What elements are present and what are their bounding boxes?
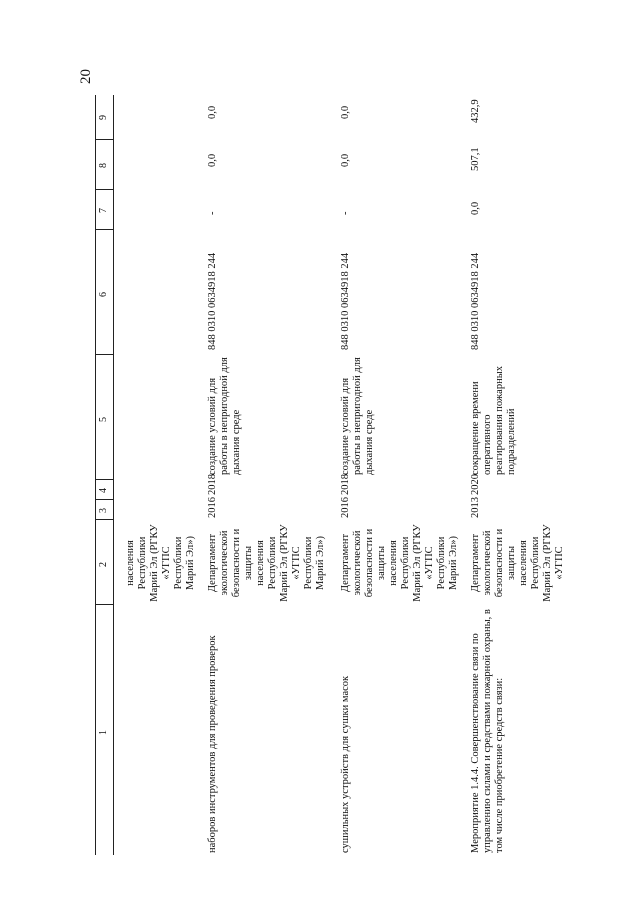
row0-executor: населения Республики Марий Эл (РГКУ «УГПС Республики Марий Эл»)	[125, 524, 196, 602]
header-bottom-border	[113, 95, 114, 855]
row3-col8: 507,1	[470, 147, 481, 171]
col-divider	[95, 139, 113, 140]
row3-executor: Департамент экологической безопасности и защиты населения Республики Марий Эл (РГКУ «УГПС	[470, 524, 565, 602]
row1-col9: 0,0	[207, 105, 218, 119]
col-divider	[95, 479, 113, 480]
row3-code: 848 0310 0634918 244	[470, 252, 481, 350]
column-header-1: 1	[98, 730, 109, 735]
row1-result: создание условий для работы в непригодной для дыхания среде	[207, 357, 242, 475]
row2-executor: Департамент экологической безопасности и защиты населения Республики Марий Эл (РГКУ «УГПС Республики Марий Эл»)	[340, 524, 459, 602]
table-top-border	[95, 95, 96, 855]
column-header-9: 9	[98, 115, 109, 120]
row2-start: 2016	[340, 497, 351, 518]
column-header-5: 5	[98, 417, 109, 422]
row1-activity: наборов инструментов для проведения проверок	[207, 635, 218, 853]
row1-col8: 0,0	[207, 153, 218, 167]
row1-code: 848 0310 0634918 244	[207, 252, 218, 350]
row2-col9: 0,0	[340, 105, 351, 119]
row3-activity: Мероприятие 1.4.4. Совершенствование связи по управлению силами и средствами пожарной охраны, в том числе приобретение средств связи:	[470, 609, 505, 853]
row2-result: создание условий для работы в непригодной для дыхания среде	[340, 357, 375, 475]
row1-col7: -	[207, 211, 218, 215]
column-header-3: 3	[98, 508, 109, 513]
col-divider	[95, 604, 113, 605]
row2-col7: -	[340, 211, 351, 215]
column-header-7: 7	[98, 208, 109, 213]
row2-col8: 0,0	[340, 153, 351, 167]
row3-col7: 0,0	[470, 201, 481, 215]
rotated-table	[95, 95, 640, 855]
row2-code: 848 0310 0634918 244	[340, 252, 351, 350]
row1-executor: Департамент экологической безопасности и защиты населения Республики Марий Эл (РГКУ «УГПС Республики Марий Эл»)	[207, 524, 326, 602]
row1-start: 2016	[207, 497, 218, 518]
column-header-2: 2	[98, 562, 109, 567]
col-divider	[95, 189, 113, 190]
col-divider	[95, 519, 113, 520]
row3-start: 2013	[470, 497, 481, 518]
column-header-8: 8	[98, 163, 109, 168]
row3-result: сокращение времени оперативного реагирования пожарных подразделений	[470, 366, 517, 475]
page-number: 20	[78, 69, 94, 84]
column-header-6: 6	[98, 292, 109, 297]
row3-col9: 432,9	[470, 99, 481, 123]
row3-end: 2020	[470, 474, 481, 495]
column-header-4: 4	[98, 488, 109, 493]
col-divider	[95, 354, 113, 355]
row1-end: 2018	[207, 474, 218, 495]
col-divider	[95, 499, 113, 500]
col-divider	[95, 229, 113, 230]
row2-activity: сушильных устройств для сушки масок	[340, 675, 351, 853]
row2-end: 2018	[340, 474, 351, 495]
